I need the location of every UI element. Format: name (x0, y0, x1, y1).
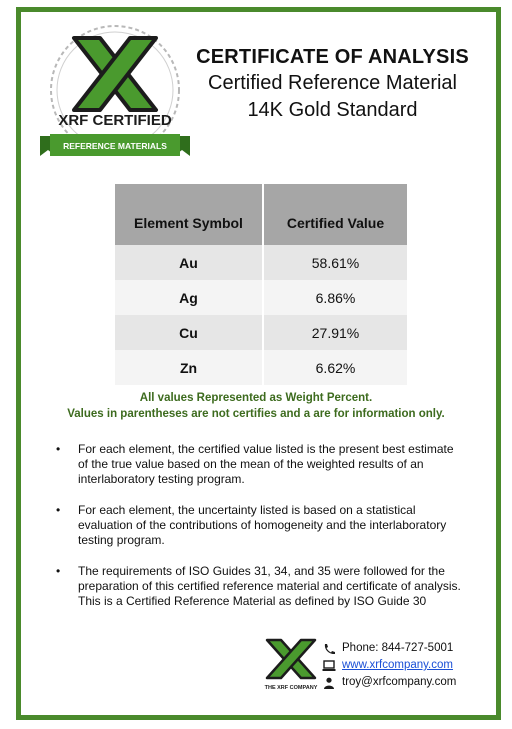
certified-value-cell: 6.86% (263, 280, 407, 315)
element-symbol-cell: Zn (115, 350, 263, 385)
element-symbol-cell: Cu (115, 315, 263, 350)
email-row (322, 674, 456, 691)
header (195, 44, 470, 124)
contact-info (322, 640, 456, 691)
element-symbol-cell: Au (115, 245, 263, 280)
header-certified-value: Certified Value (263, 184, 407, 245)
bullet-marker: • (56, 503, 61, 517)
xrf-certified-badge (36, 24, 194, 168)
statement-text: For each element, the uncertainty listed is based on a statistical evaluation of the contributions of homogeneity and the interlaboratory testing program. (78, 503, 447, 547)
table-row (115, 315, 407, 350)
header-element-symbol: Element Symbol (115, 184, 263, 245)
table-row (115, 245, 407, 280)
phone-icon (322, 643, 336, 655)
note-line-2: Values in parentheses are not certifies and a are for information only. (67, 408, 445, 420)
certified-value-cell: 58.61% (263, 245, 407, 280)
bullet-marker: • (56, 564, 61, 578)
logo-caption: THE XRF COMPANY (264, 685, 318, 691)
email-text[interactable]: troy@xrfcompany.com (342, 676, 457, 688)
table-header-row (115, 184, 407, 245)
note-line-1: All values Represented as Weight Percent. (139, 392, 373, 404)
xrf-company-logo (261, 638, 321, 692)
laptop-icon (322, 660, 336, 672)
table-row (115, 350, 407, 385)
certified-value-cell: 6.62% (263, 350, 407, 385)
statement-text: For each element, the certified value listed is the present best estimate of the true value based on the mean of the weighted results of an interlaboratory testing program. (78, 442, 454, 486)
badge-ribbon-text: REFERENCE MATERIALS (63, 141, 167, 151)
subtitle-material: Certified Reference Material (208, 72, 457, 94)
website-row (322, 657, 456, 674)
certified-values-table (115, 184, 407, 385)
badge-brand-text: XRF CERTIFIED (58, 112, 172, 129)
list-item (52, 442, 464, 487)
weight-percent-notes (40, 390, 472, 422)
list-item (52, 503, 464, 548)
person-icon (322, 677, 336, 689)
table-row (115, 280, 407, 315)
certified-value-cell: 27.91% (263, 315, 407, 350)
bullet-marker: • (56, 442, 61, 456)
phone-row (322, 640, 456, 657)
statement-text: The requirements of ISO Guides 31, 34, and 35 were followed for the preparation of this certified reference material and certificate of analysis. This is a Certified Reference Material as defined by ISO Guide 30 (78, 564, 461, 608)
certification-statements (52, 442, 464, 625)
website-link[interactable]: www.xrfcompany.com (342, 659, 453, 671)
list-item (52, 564, 464, 609)
phone-text: Phone: 844-727-5001 (342, 642, 454, 654)
subtitle-standard: 14K Gold Standard (247, 99, 418, 121)
page-title: CERTIFICATE OF ANALYSIS (196, 46, 469, 68)
element-symbol-cell: Ag (115, 280, 263, 315)
